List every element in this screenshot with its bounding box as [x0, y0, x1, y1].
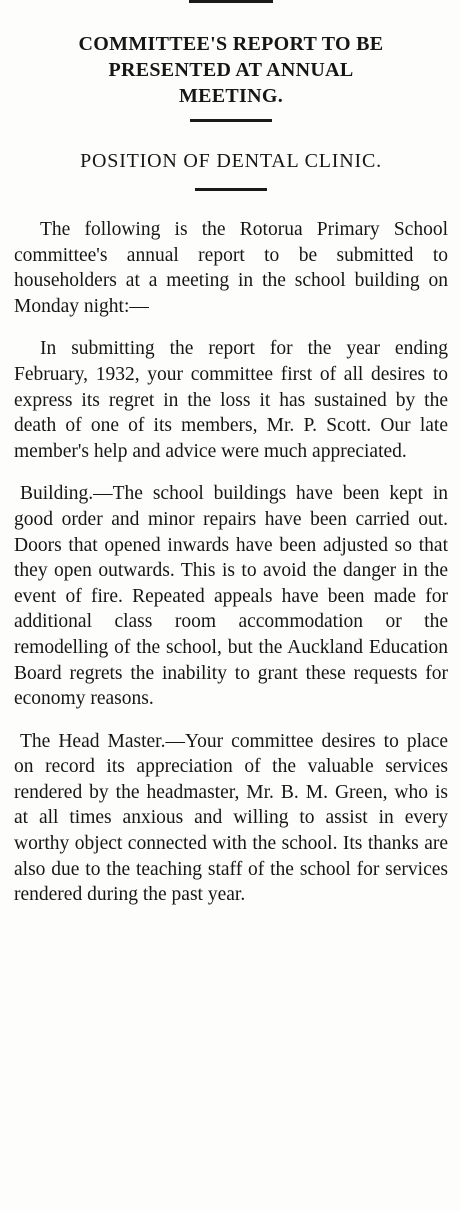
headline-line-1: COMMITTEE'S REPORT TO BE: [78, 33, 384, 55]
subheading: POSITION OF DENTAL CLINIC.: [80, 150, 382, 172]
headline-line-2: PRESENTED AT ANNUAL: [108, 59, 354, 81]
subheading-rule: [195, 188, 267, 191]
paragraph-head-master-text: —Your committee desires to place on record its appreciation of the valuable services rendered by the headmaster, Mr. B. M. Green, who is at all times anxious and willing to assist in every worthy object connected with the school. Its thanks are also due to the teaching staff of the school for services rendered during the past year.: [14, 730, 448, 906]
paragraph-intro: The following is the Rotorua Primary School committee's annual report to be submitted to householders at a meeting in the school building on Monday night:—: [14, 219, 448, 317]
headline-line-3: MEETING.: [178, 85, 284, 107]
headline-rule: [190, 119, 272, 122]
section-heading-head-master: The Head Master.: [20, 730, 166, 752]
top-rule: [189, 0, 273, 3]
paragraph-report-year: In submitting the report for the year ending February, 1932, your committee first of all desires to express its regret in the loss it has sustained by the death of one of its members, Mr. P. Scott. Our late member's help and advice were much appreciated.: [14, 338, 448, 462]
headline: [14, 31, 448, 109]
article-body: [14, 217, 448, 908]
paragraph-building: [14, 481, 448, 711]
paragraph-head-master: [14, 729, 448, 908]
paragraph-building-text: —The school buildings have been kept in good order and minor repairs have been carried out. Doors that opened inwards have been adjusted so that they open outwards. This is to avoid the danger in the event of fire. Repeated appeals have been made for additional class room accommodation or the remodelling of the school, but the Auckland Education Board regrets the inability to grant these requests for economy reasons.: [14, 483, 448, 710]
section-heading-building: Building.: [20, 483, 94, 505]
